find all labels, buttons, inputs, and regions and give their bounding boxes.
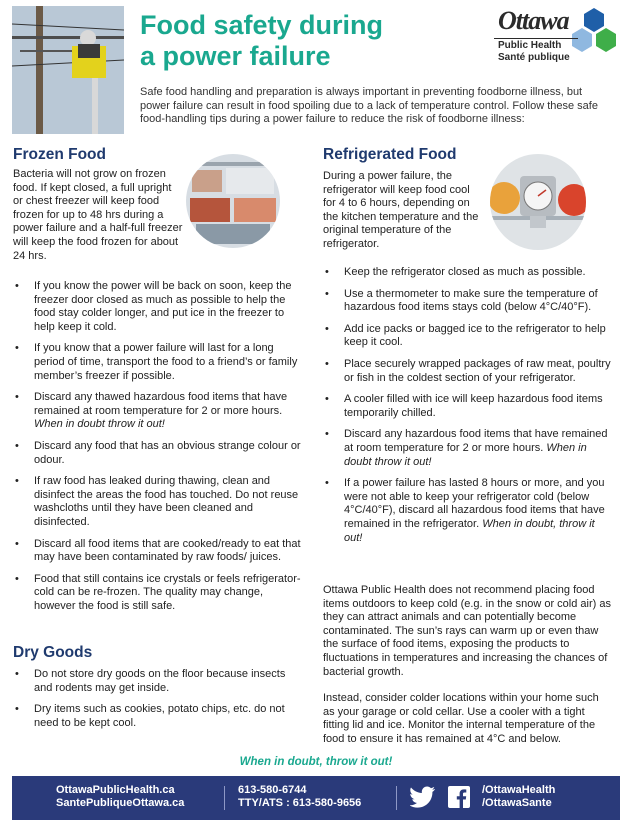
twitter-icon[interactable]	[410, 786, 436, 813]
logo-subtitle-fr: Santé publique	[498, 52, 570, 63]
list-item: • If you know that a power failure will last for a long period of time, transport the food to a friend’s or family member’s freezer if possible.	[13, 342, 303, 383]
list-item: • Keep the refrigerator closed as much as possible.	[323, 266, 613, 280]
title-line-1: Food safety during	[140, 10, 383, 40]
list-item: • Discard any food that has an obvious strange colour or odour.	[13, 440, 303, 467]
cooler-paragraph: Instead, consider colder locations within your home such as your garage or cold cellar. Use a cooler with a tight fitting lid and ice. Monitor the internal temperature of the food to ensure it has remained at 4°C and below.	[323, 692, 599, 745]
list-item: • Place securely wrapped packages of raw meat, poultry or fish in the coldest section of your refrigerator.	[323, 358, 613, 385]
title-line-2: a power failure	[140, 41, 331, 71]
refrigerated-food-paragraph: During a power failure, the refrigerator will keep food cool for 4 to 6 hours, depending on the kitchen temperature and the original temperature of the refrigerator.	[323, 170, 479, 250]
logo-subtitle-en: Public Health	[498, 40, 562, 51]
power-line-worker-photo	[12, 6, 124, 134]
logo-subtitle	[498, 40, 570, 64]
list-item: • If a power failure has lasted 8 hours or more, and you were not able to keep your refrigerator cold (below 4°C/40°F), discard all hazardous food items that have remained in the refrigerator. When in doubt, throw it out!	[323, 477, 613, 545]
list-item: • Add ice packs or bagged ice to the refrigerator to help keep it cool.	[323, 323, 613, 350]
list-item: • A cooler filled with ice will keep hazardous food items temporarily chilled.	[323, 393, 613, 420]
list-item: • Discard any hazardous food items that have remained at room temperature for 2 or more hours. When in doubt throw it out!	[323, 428, 613, 469]
footer-divider	[396, 786, 397, 810]
list-item: • Food that still contains ice crystals or feels refrigerator-cold can be re-frozen. The quality may change, however the food is still safe.	[13, 573, 303, 614]
list-item: • Discard all food items that are cooked/ready to eat that may have been contaminated by raw foods/ juices.	[13, 538, 303, 565]
list-item: • Discard any thawed hazardous food items that have remained at room temperature for 2 or more hours. When in doubt throw it out!	[13, 391, 303, 432]
facebook-icon[interactable]	[448, 786, 470, 808]
website-link-en[interactable]: OttawaPublicHealth.ca	[56, 784, 175, 796]
website-link-fr[interactable]: SantePubliqueOttawa.ca	[56, 797, 185, 809]
phone-number: 613-580-6744	[238, 784, 307, 796]
dry-goods-list	[13, 668, 303, 738]
page-title	[140, 10, 440, 72]
intro-paragraph: Safe food handling and preparation is always important in preventing foodborne illness, but power failure can result in food spoiling due to a lack of temperature control. Follow these safe food-handling tips during a power failure to reduce the risk of foodborne illness:	[140, 86, 598, 125]
refrigerated-food-list	[323, 266, 613, 553]
list-item: • Do not store dry goods on the floor because insects and rodents may get inside.	[13, 668, 303, 695]
footer-bar	[12, 776, 620, 820]
footer-phones	[238, 784, 361, 810]
tty-number: TTY/ATS : 613-580-9656	[238, 797, 362, 809]
tagline: When in doubt, throw it out!	[239, 756, 393, 768]
frozen-food-paragraph: Bacteria will not grow on frozen food. If kept closed, a full upright or chest freezer will keep food frozen for up to 48 hrs during a power failure and a half-full freezer will keep the food frozen for about 24 hrs.	[13, 168, 183, 262]
list-item: • If you know the power will be back on soon, keep the freezer door closed as much as possible to help the food stay colder longer, and put ice in the freezer to help keep it cold.	[13, 280, 303, 334]
refrigerated-food-heading: Refrigerated Food	[323, 146, 457, 163]
social-handle-en[interactable]: /OttawaHealth	[482, 784, 556, 796]
fridge-thermometer-photo	[490, 154, 586, 250]
list-item: • If raw food has leaked during thawing, clean and disinfect the areas the food has touched. Do not reuse washcloths until they have been cleaned and disinfected.	[13, 475, 303, 529]
footer-websites	[56, 784, 184, 810]
social-handle-fr[interactable]: /OttawaSante	[482, 797, 552, 809]
footer-social-handles	[482, 784, 555, 810]
list-item: • Use a thermometer to make sure the temperature of hazardous food items stays cold (below 4°C/40°F).	[323, 288, 613, 315]
footer-divider	[224, 786, 225, 810]
outdoors-paragraph: Ottawa Public Health does not recommend placing food items outdoors to keep cold (e.g. in the snow or cold air) as they can attract animals and can potentially become contaminated. The sun’s rays can warm up or even thaw the surface of food items, exposing the products to fluctuations in temperatures and increasing the chances of bacterial growth.	[323, 584, 611, 678]
frozen-food-heading: Frozen Food	[13, 146, 106, 163]
logo-wordmark: Ottawa	[498, 6, 569, 35]
frozen-food-list	[13, 280, 303, 621]
list-item: • Dry items such as cookies, potato chips, etc. do not need to be kept cool.	[13, 703, 303, 730]
freezer-food-photo	[186, 154, 280, 248]
dry-goods-heading: Dry Goods	[13, 644, 93, 661]
